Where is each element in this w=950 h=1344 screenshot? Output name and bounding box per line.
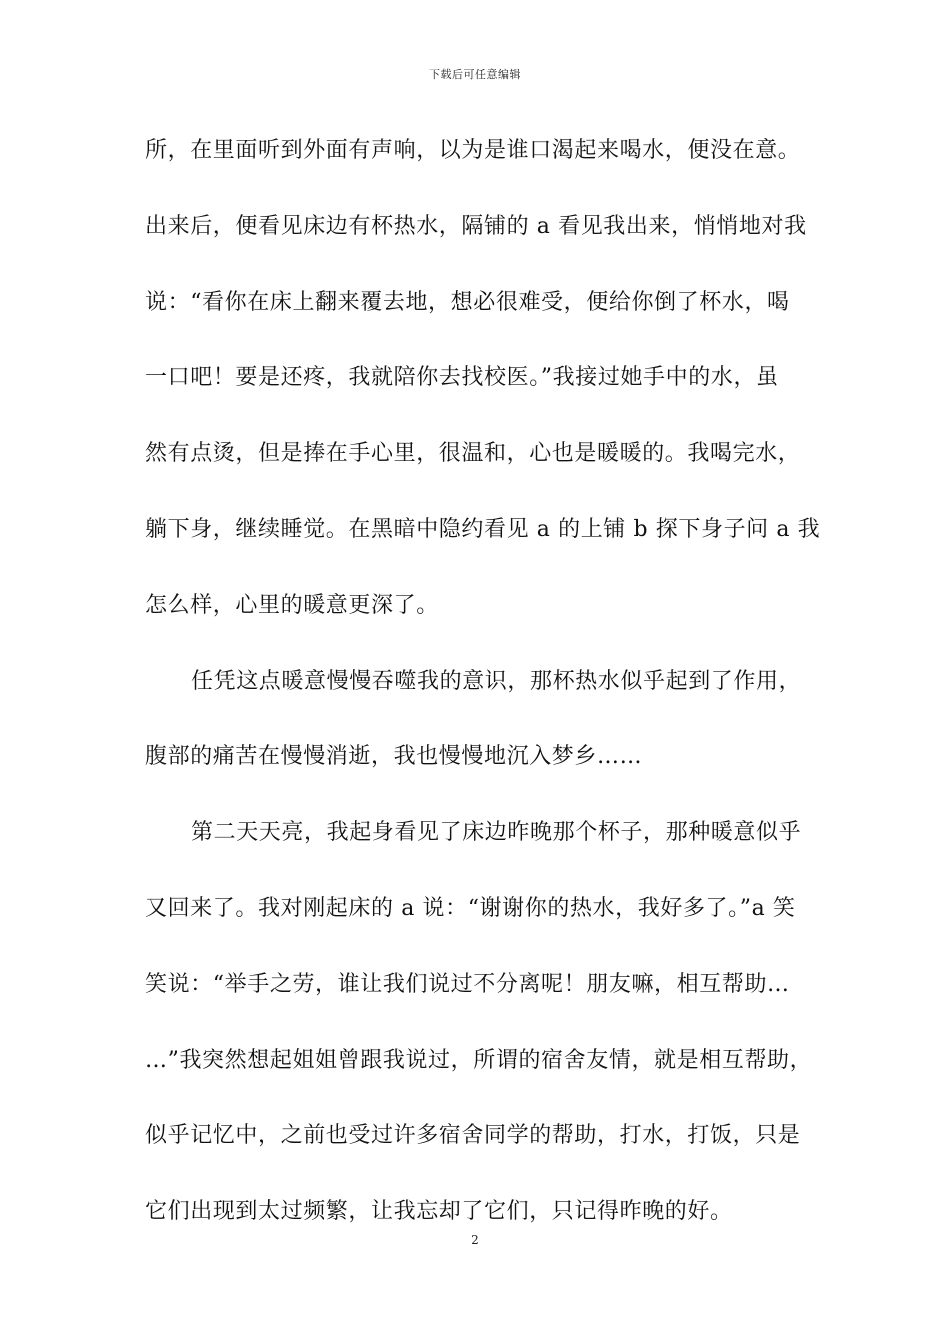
body-text bbox=[145, 131, 821, 1268]
text-line: 说：“看你在床上翻来覆去地，想必很难受，便给你倒了杯水，喝 bbox=[145, 289, 790, 315]
text-line: 第二天天亮，我起身看见了床边昨晚那个杯子，那种暖意似乎 bbox=[191, 820, 802, 846]
text-line: 笑说：“举手之劳，谁让我们说过不分离呢！朋友嘛，相互帮助… bbox=[145, 971, 790, 997]
text-line: 躺下身，继续睡觉。在黑暗中隐约看见 a 的上铺 b 探下身子问 a 我 bbox=[145, 516, 821, 542]
text-line: 出来后，便看见床边有杯热水，隔铺的 a 看见我出来，悄悄地对我 bbox=[145, 213, 807, 239]
text-line: …”我突然想起姐姐曾跟我说过，所谓的宿舍友情，就是相互帮助， bbox=[145, 1047, 813, 1073]
text-line: 又回来了。我对刚起床的 a 说：“谢谢你的热水，我好多了。”a 笑 bbox=[145, 895, 796, 921]
text-line: 腹部的痛苦在慢慢消逝，我也慢慢地沉入梦乡…… bbox=[145, 744, 643, 770]
page-header: 下载后可任意编辑 bbox=[429, 68, 521, 81]
text-line: 任凭这点暖意慢慢吞噬我的意识，那杯热水似乎起到了作用， bbox=[191, 668, 802, 694]
text-line: 所，在里面听到外面有声响，以为是谁口渴起来喝水，便没在意。 bbox=[145, 138, 801, 163]
text-line: 它们出现到太过频繁，让我忘却了它们，只记得昨晚的好。 bbox=[145, 1199, 733, 1225]
text-line: 然有点烫，但是捧在手心里，很温和，心也是暖暖的。我喝完水， bbox=[145, 441, 801, 467]
page-number: 2 bbox=[471, 1233, 479, 1247]
text-line: 似乎记忆中，之前也受过许多宿舍同学的帮助，打水，打饭，只是 bbox=[145, 1123, 801, 1149]
text-line: 怎么样，心里的暖意更深了。 bbox=[145, 592, 439, 618]
text-line: 一口吧！要是还疼，我就陪你去找校医。”我接过她手中的水，虽 bbox=[145, 365, 779, 391]
